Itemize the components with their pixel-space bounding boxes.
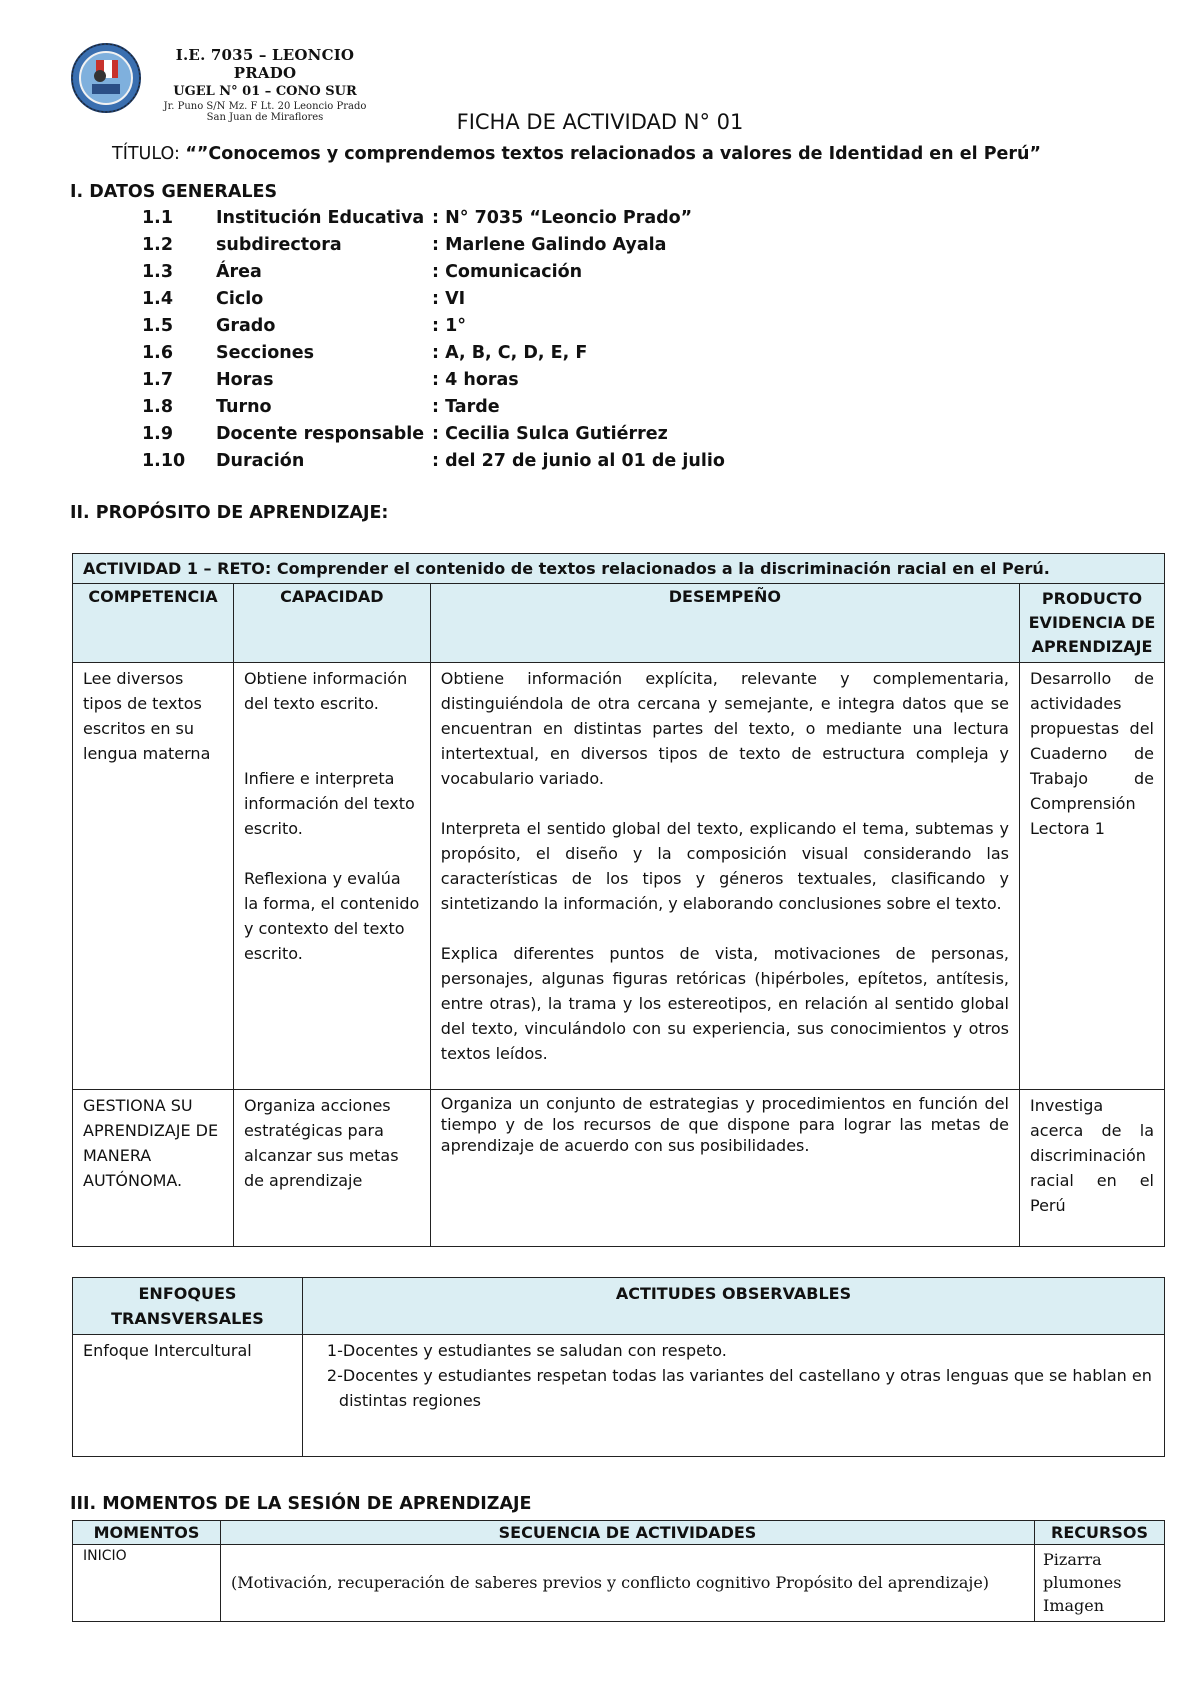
school-district: San Juan de Miraflores [206, 112, 324, 123]
table-header-row [73, 1278, 1165, 1335]
dato-number: 1.9 [142, 424, 174, 444]
dato-label: Grado [216, 316, 276, 336]
activity-heading: ACTIVIDAD 1 – RETO: Comprender el contenido de textos relacionados a la discriminación racial en el Perú. [73, 554, 1165, 584]
subtitle-label: TÍTULO: [112, 144, 186, 164]
dato-value: : del 27 de junio al 01 de julio [432, 451, 725, 471]
dato-number: 1.4 [142, 289, 174, 309]
dato-number: 1.10 [142, 451, 186, 471]
desempeno-2: Interpreta el sentido global del texto, explicando el tema, subtemas y propósito, el diseño y la composición visual considerando las características de los tipos y géneros textuales, clasificando y sintetizando la información, y elaborando conclusiones sobre el texto. [440, 819, 1009, 913]
school-address: Jr. Puno S/N Mz. F Lt. 20 Leoncio Prado [163, 101, 367, 112]
document-subtitle [112, 144, 1041, 164]
header-enfoques: ENFOQUES TRANSVERSALES [73, 1278, 303, 1335]
section-datos-title: I. DATOS GENERALES [70, 182, 278, 202]
subtitle-text: “”Conocemos y comprendemos textos relacionados a valores de Identidad en el Perú” [185, 144, 1041, 164]
cell-capacidad [233, 663, 430, 1090]
cell-actitudes [302, 1335, 1164, 1457]
cell-competencia: Lee diversos tipos de textos escritos en su lengua materna [73, 663, 234, 1090]
cell-recursos [1035, 1545, 1165, 1622]
cell-competencia: GESTIONA SU APRENDIZAJE DE MANERA AUTÓNOMA. [73, 1090, 234, 1247]
capacidad-2: Infiere e interpreta información del texto escrito. [243, 769, 415, 838]
document-title: FICHA DE ACTIVIDAD N° 01 [456, 110, 744, 134]
cell-momento: INICIO [73, 1545, 221, 1622]
cell-desempeno [430, 663, 1019, 1090]
header-competencia: COMPETENCIA [73, 584, 234, 663]
recurso-item: Imagen [1043, 1596, 1105, 1615]
dato-number: 1.6 [142, 343, 174, 363]
table-header-row [73, 584, 1165, 663]
dato-label: Docente responsable [216, 424, 425, 444]
dato-value: : Comunicación [432, 262, 583, 282]
dato-number: 1.7 [142, 370, 174, 390]
dato-label: Área [216, 262, 262, 282]
dato-number: 1.5 [142, 316, 174, 336]
dato-value: : VI [432, 289, 466, 309]
capacidad-1: Obtiene información del texto escrito. [243, 669, 408, 713]
dato-label: Ciclo [216, 289, 264, 309]
header-recursos: RECURSOS [1035, 1521, 1165, 1545]
dato-number: 1.2 [142, 235, 174, 255]
dato-label: Institución Educativa [216, 208, 425, 228]
school-crest-icon [70, 42, 142, 114]
desempeno-1: Obtiene información explícita, relevante y complementaria, distinguiéndola de otra cercana y semejante, e integra datos que se encuentran en distintas partes del texto, o mediante una lectura intertextual, en diversos tipos de texto de estructura compleja y vocabulario variado. [440, 669, 1009, 788]
dato-value: : Marlene Galindo Ayala [432, 235, 667, 255]
header-desempeno: DESEMPEÑO [430, 584, 1019, 663]
capacidad-3: Reflexiona y evalúa la forma, el contenido y contexto del texto escrito. [243, 869, 420, 963]
dato-value: : A, B, C, D, E, F [432, 343, 588, 363]
section-momentos-title: III. MOMENTOS DE LA SESIÓN DE APRENDIZAJE [70, 1494, 532, 1514]
enfoques-table [72, 1277, 1165, 1457]
dato-value: : 4 horas [432, 370, 519, 390]
header-capacidad: CAPACIDAD [233, 584, 430, 663]
actitud-1: 1-Docentes y estudiantes se saludan con respeto. [326, 1341, 727, 1360]
table-row [73, 1545, 1165, 1622]
recurso-item: Pizarra [1043, 1550, 1102, 1569]
dato-label: subdirectora [216, 235, 342, 255]
cell-capacidad: Organiza acciones estratégicas para alcanzar sus metas de aprendizaje [233, 1090, 430, 1247]
header-momentos: MOMENTOS [73, 1521, 221, 1545]
cell-secuencia: (Motivación, recuperación de saberes previos y conflicto cognitivo Propósito del aprendizaje) [220, 1545, 1034, 1622]
table-header-row [73, 1521, 1165, 1545]
school-name: I.E. 7035 – LEONCIO PRADO [175, 46, 355, 82]
dato-label: Duración [216, 451, 305, 471]
dato-label: Horas [216, 370, 274, 390]
header-actitudes: ACTITUDES OBSERVABLES [302, 1278, 1164, 1335]
dato-value: : Tarde [432, 397, 500, 417]
table-row [73, 1335, 1165, 1457]
dato-value: : 1° [432, 316, 467, 336]
cell-producto: Desarrollo de actividades propuestas del Cuaderno de Trabajo de Comprensión Lectora 1 [1019, 663, 1164, 1090]
header-secuencia: SECUENCIA DE ACTIVIDADES [220, 1521, 1034, 1545]
momentos-table [72, 1520, 1165, 1622]
dato-label: Turno [216, 397, 272, 417]
proposito-table [72, 553, 1165, 1247]
cell-enfoque: Enfoque Intercultural [73, 1335, 303, 1457]
section-proposito-title: II. PROPÓSITO DE APRENDIZAJE: [70, 503, 389, 523]
desempeno-3: Explica diferentes puntos de vista, motivaciones de personas, personajes, algunas figuras retóricas (hipérboles, epítetos, antítesis, entre otras), la trama y los estereotipos, en relación al sentido global del texto, vinculándolo con su experiencia, sus conocimientos y otros textos leídos. [440, 944, 1009, 1063]
table-row [73, 554, 1165, 584]
dato-value: : Cecilia Sulca Gutiérrez [432, 424, 668, 444]
header-producto: PRODUCTO EVIDENCIA DE APRENDIZAJE [1019, 584, 1164, 663]
table-row [73, 1090, 1165, 1247]
dato-value: : N° 7035 “Leoncio Prado” [432, 208, 693, 228]
dato-label: Secciones [216, 343, 314, 363]
table-row [73, 663, 1165, 1090]
actitud-2: 2-Docentes y estudiantes respetan todas las variantes del castellano y otras lenguas que se hablan en distintas regiones [326, 1366, 1152, 1410]
cell-desempeno: Organiza un conjunto de estrategias y procedimientos en función del tiempo y de los recursos de que dispone para lograr las metas de aprendizaje de acuerdo con sus posibilidades. [430, 1090, 1019, 1247]
school-ugel: UGEL N° 01 – CONO SUR [173, 84, 357, 99]
cell-producto: Investiga acerca de la discriminación racial en el Perú [1019, 1090, 1164, 1247]
dato-number: 1.8 [142, 397, 174, 417]
dato-number: 1.1 [142, 208, 174, 228]
dato-number: 1.3 [142, 262, 174, 282]
recurso-item: plumones [1043, 1573, 1122, 1592]
